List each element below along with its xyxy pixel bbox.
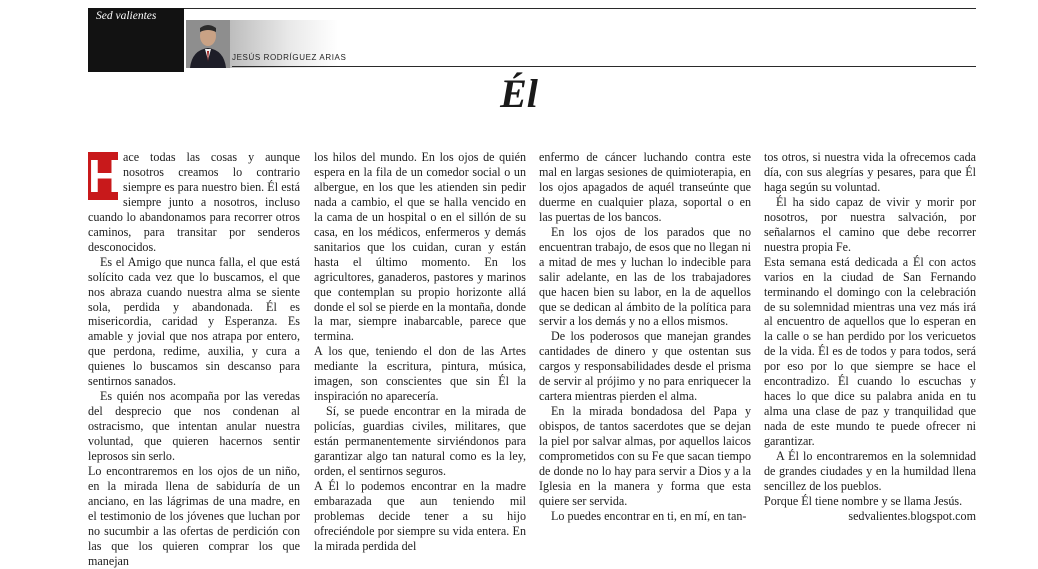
paragraph: Es quién nos acompaña por las veredas del desprecio que nos condenan al ostracismo, que intentan anular nuestra voluntad, que quieren hacernos sentir leprosos sin serlo.: [88, 389, 300, 464]
paragraph: Sí, se puede encontrar en la mirada de policías, guardias civiles, militares, que están permanentemente sirviéndonos para garantizar algo tan natural como es la ley, orden, el sentirnos seguros.: [314, 404, 526, 479]
paragraph: Lo puedes encontrar en ti, en mí, en tan-: [551, 508, 747, 523]
signature: sedvalientes.blogspot.com: [848, 508, 976, 523]
paragraph: Él ha sido capaz de vivir y morir por nosotros, por nuestra salvación, por señalarnos el camino que debe recorrer nuestra propia Fe.: [764, 194, 976, 254]
paragraph: De los poderosos que manejan grandes cantidades de dinero y que ostentan sus cargos y responsabilidades desde el prisma de servir al prójimo y no para enriquecer la cartera mientras pierden el alma.: [539, 329, 751, 404]
author-portrait-icon: [186, 20, 230, 68]
paragraph: enfermo de cáncer luchando contra este mal en largas sesiones de quimioterapia, en los ojos apagados de aquél transeúnte que duerme en cualquier plaza, soportal o en las puertas de los bancos.: [539, 150, 751, 224]
paragraph: Es el Amigo que nunca falla, el que está solícito cada vez que lo buscamos, el que nos abraza cuando nuestra alma se siente sola, perdida y abandonada. Él es misericordia, caridad y Esperanza. Es amable y jovial que nos atrapa por entero, que perdona, redime, auxilia, y cura a quienes lo buscamos sin descanso para sentirnos sanados.: [88, 254, 300, 389]
section-label: Sed valientes: [96, 10, 157, 22]
top-rule: [88, 8, 976, 9]
paragraph: En la mirada bondadosa del Papa y obispos, de tantos sacerdotes que se dejan la piel por salvar almas, por aquellos laicos comprometidos con su Fe que sacan tiempo de donde no lo hay para servir a Dios y a la Iglesia en la manera y forma que esta quiere ser servida.: [539, 404, 751, 508]
author-byline: JESÚS RODRÍGUEZ ARIAS: [232, 53, 347, 62]
paragraph: En los ojos de los parados que no encuentran trabajo, de esos que no llegan ni a mitad de mes y luchan lo indecible para salir adelante, en las de los trabajadores que hacen bien su labor, en la de aquellos que se dedican al ámbito de la política para servir a los demás y no a ellos mismos.: [539, 224, 751, 329]
paragraph: los hilos del mundo. En los ojos de quién espera en la fila de un comedor social o un albergue, en los que les atienden sin pedir nada a cambio, el que se halla vencido en la cama de un hospital o en el sillón de su casa, en los médicos, enfermeros y demás sanitarios que los cuidan, curan y están hasta el último momento. En los agricultores, ganaderos, pastores y marinos que contemplan su propio horizonte allá donde el sol se pierde en la montaña, donde la mar, siempre inabarcable, parece que termina.: [314, 150, 526, 344]
paragraph: A los que, teniendo el don de las Artes mediante la escritura, pintura, música, imagen, son conscientes que sin Él la inspiración no aparecería.: [314, 344, 526, 404]
header-rule: [232, 66, 976, 67]
drop-cap: H: [88, 150, 122, 202]
paragraph: Esta semana está dedicada a Él con actos varios en la ciudad de San Fernando terminando el domingo con la celebración de su solemnidad mientras una vez más irá al encuentro de aquellos que lo esperan en la calle o se han perdido por los vericuetos de la vida. Él es de todos y para todos, será por eso por lo que siempre se hace el encontradizo. Él cuando lo escuchas y haces lo que dice su palabra anida en tu alma una clase de paz y tranquilidad que nada de este mundo te puede ofrecer ni garantizar.: [764, 254, 976, 449]
paragraph: tos otros, si nuestra vida la ofrecemos cada día, con sus alegrías y pesares, para que Él haga según su voluntad.: [764, 150, 976, 194]
paragraph: Porque Él tiene nombre y se llama Jesús.: [764, 493, 963, 508]
article-headline: Él: [500, 71, 538, 116]
paragraph: A Él lo podemos encontrar en la madre embarazada que aun teniendo mil problemas decide tener a su hijo ofreciéndole por siempre su vida entera. En la mirada perdida del: [314, 478, 526, 553]
paragraph: A Él lo encontraremos en la solemnidad de grandes ciudades y en la humildad llena sencillez de los pueblos.: [764, 449, 976, 493]
author-photo: [186, 20, 230, 68]
article-column-3: [539, 150, 751, 524]
article-column-4: [764, 150, 976, 524]
paragraph: Lo encontraremos en los ojos de un niño, en la mirada llena de sabiduría de un anciano, en las lágrimas de una madre, en el testimonio de los jóvenes que luchan por no sucumbir a las ofertas de perdición con las que los quieren comprar los que manejan: [88, 464, 300, 568]
paragraph: ace todas las cosas y aunque nosotros creamos lo contrario siempre es para nuestro bien. Él está siempre junto a nosotros, incluso cuando lo abandonamos para recorrer otros caminos, para transitar por senderos desconocidos.: [88, 150, 300, 254]
article-column-1: [88, 150, 300, 569]
article-column-2: [314, 150, 526, 554]
